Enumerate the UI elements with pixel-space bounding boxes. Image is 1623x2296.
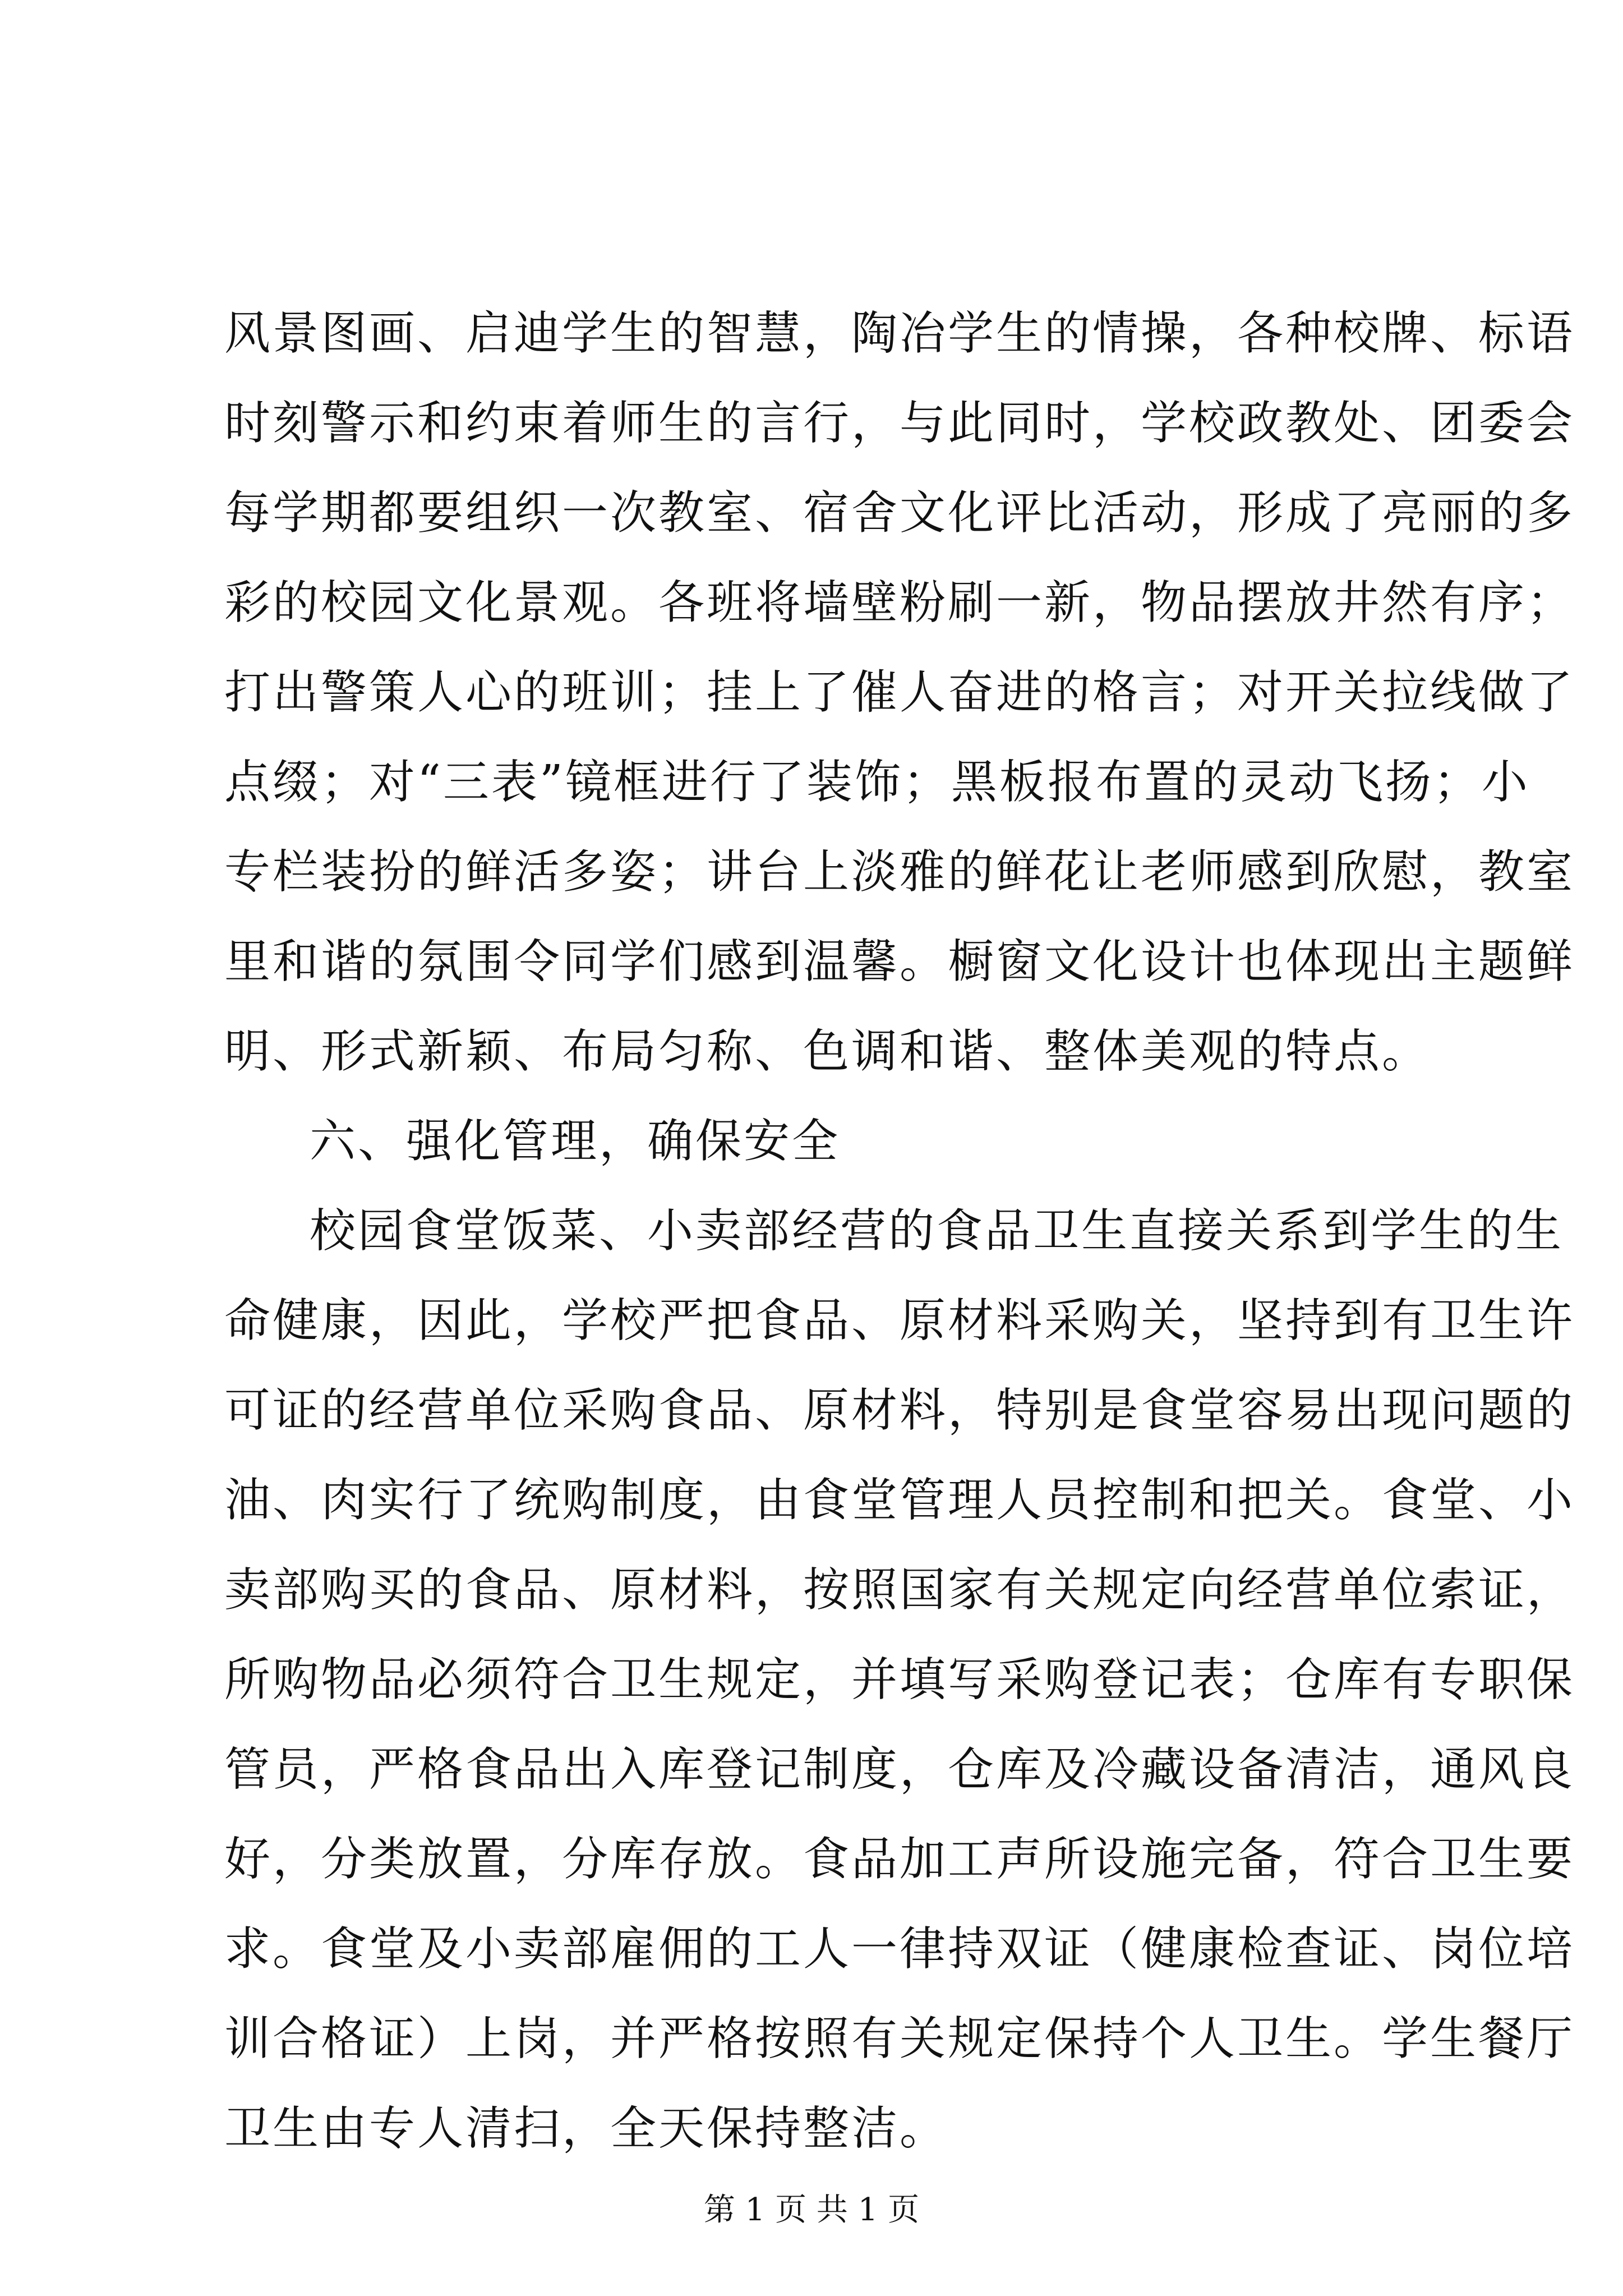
text-line: 里和谐的氛围令同学们感到温馨。橱窗文化设计也体现出主题鲜	[224, 935, 1575, 988]
text-line: 可证的经营单位采购食品、原材料，特别是食堂容易出现问题的	[224, 1384, 1575, 1437]
text-line: 明、形式新颖、布局匀称、色调和谐、整体美观的特点。	[224, 1025, 1431, 1078]
text-line: 点缀；对“三表”镜框进行了装饰；黑板报布置的灵动飞扬；小	[224, 756, 1530, 809]
text-line: 校园食堂饭菜、小卖部经营的食品卫生直接关系到学生的生	[310, 1204, 1564, 1258]
page-footer: 第 1 页 共 1 页	[703, 2192, 920, 2228]
text-line: 每学期都要组织一次教室、宿舍文化评比活动，形成了亮丽的多	[224, 486, 1575, 540]
text-line: 时刻警示和约束着师生的言行，与此同时，学校政教处、团委会	[224, 397, 1575, 450]
text-line: 训合格证）上岗，并严格按照有关规定保持个人卫生。学生餐厅	[224, 2012, 1575, 2065]
text-line: 所购物品必须符合卫生规定，并填写采购登记表；仓库有专职保	[224, 1653, 1575, 1706]
text-line: 打出警策人心的班训；挂上了催人奋进的格言；对开关拉线做了	[224, 666, 1575, 719]
section-heading: 六、强化管理，确保安全	[310, 1115, 841, 1168]
text-line: 油、肉实行了统购制度，由食堂管理人员控制和把关。食堂、小	[224, 1474, 1575, 1527]
text-line: 卫生由专人清扫，全天保持整洁。	[224, 2102, 948, 2155]
text-line: 卖部购买的食品、原材料，按照国家有关规定向经营单位索证，	[224, 1563, 1575, 1617]
text-line: 求。食堂及小卖部雇佣的工人一律持双证（健康检查证、岗位培	[224, 1922, 1575, 1976]
text-line: 好，分类放置，分库存放。食品加工声所设施完备，符合卫生要	[224, 1833, 1575, 1886]
text-line: 命健康，因此，学校严把食品、原材料采购关，坚持到有卫生许	[224, 1294, 1575, 1347]
text-line: 专栏装扮的鲜活多姿；讲台上淡雅的鲜花让老师感到欣慰，教室	[224, 845, 1575, 899]
text-line: 管员，严格食品出入库登记制度，仓库及冷藏设备清洁，通风良	[224, 1743, 1575, 1796]
text-line: 风景图画、启迪学生的智慧，陶冶学生的情操，各种校牌、标语	[224, 307, 1575, 360]
text-line: 彩的校园文化景观。各班将墙壁粉刷一新，物品摆放井然有序；	[224, 576, 1575, 629]
